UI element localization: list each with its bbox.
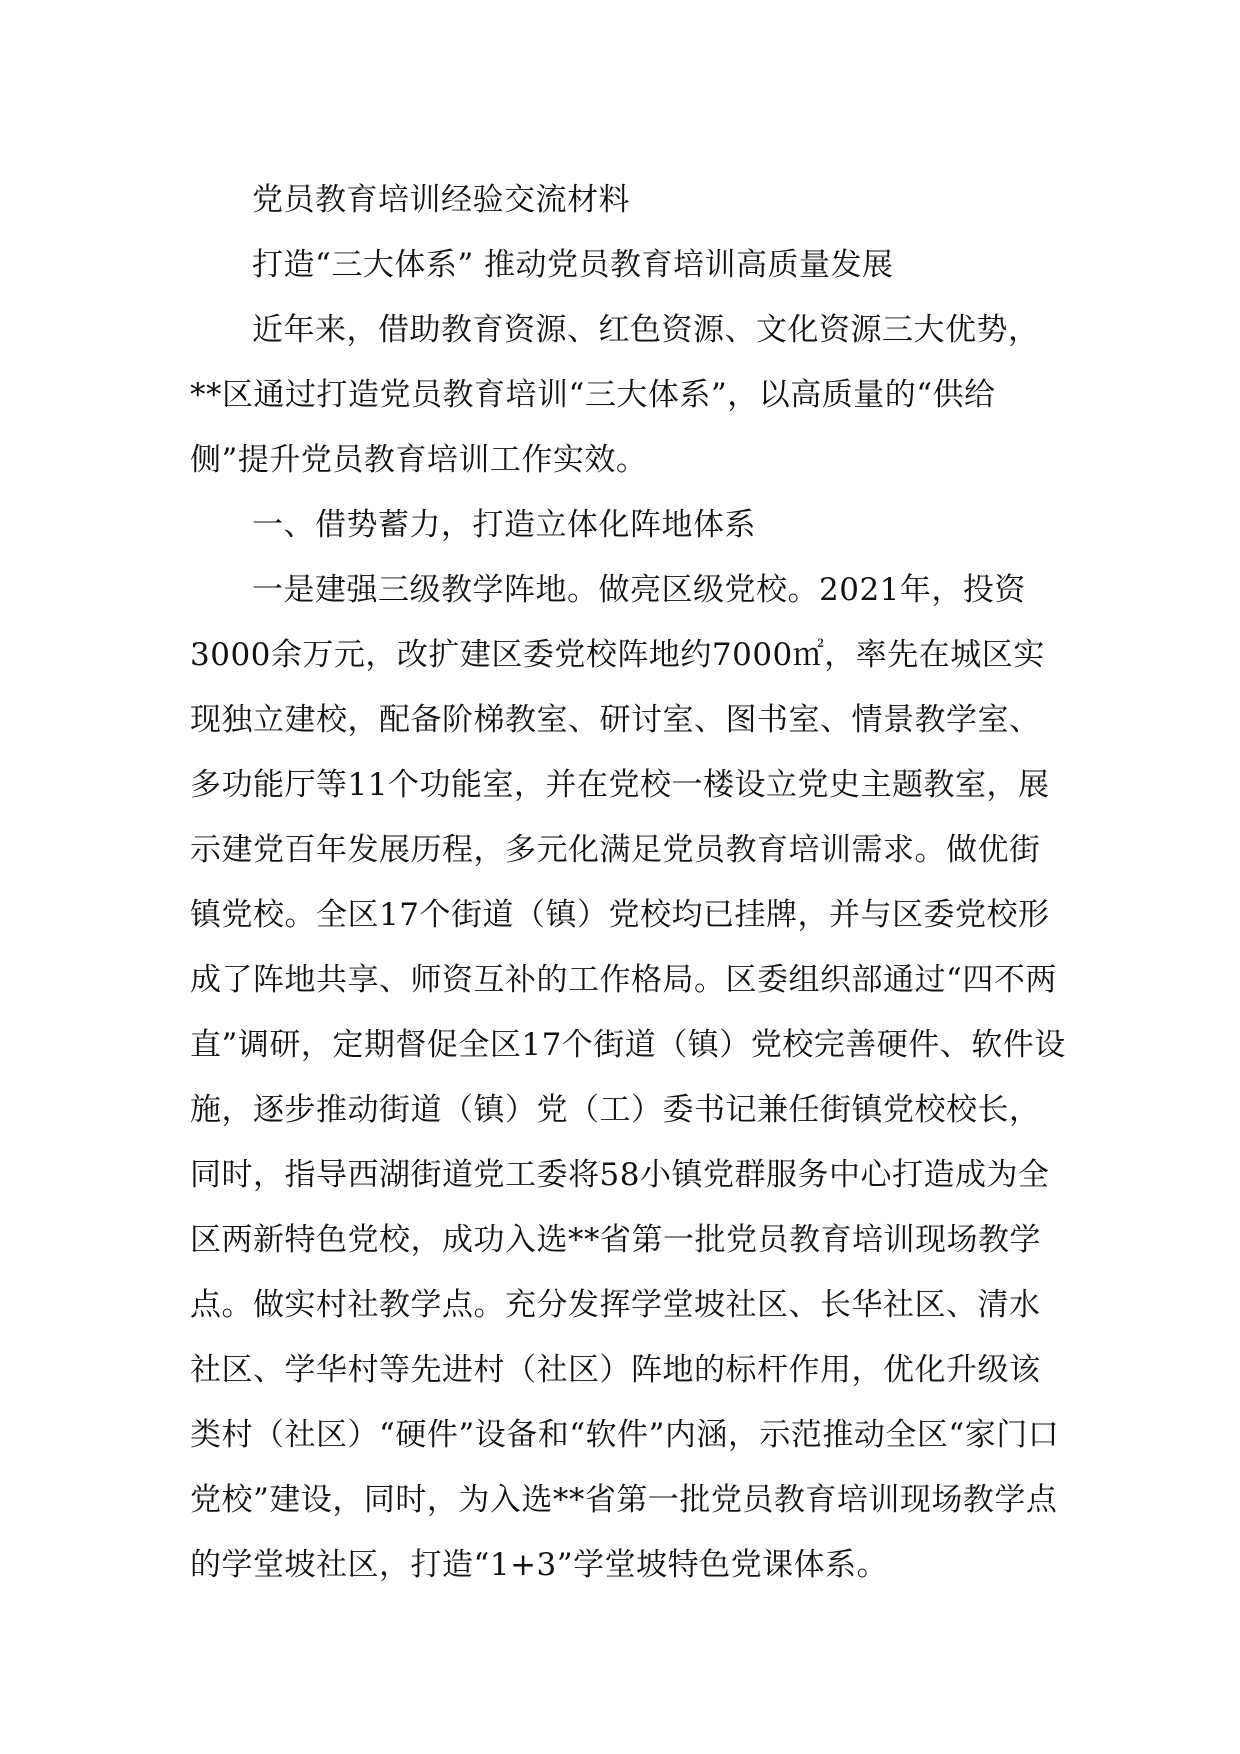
document-title: 党员教育培训经验交流材料 [252, 182, 630, 218]
document-body [190, 168, 1070, 1598]
section-heading: 一、借势蓄力，打造立体化阵地体系 [252, 507, 756, 543]
document-subtitle: 打造“三大体系” 推动党员教育培训高质量发展 [252, 247, 894, 283]
body-paragraph: 一是建强三级教学阵地。做亮区级党校。2021年，投资3000余万元，改扩建区委党校阵地约7000㎡，率先在城区实现独立建校，配备阶梯教室、研讨室、图书室、情景教学室、多功能厅等11个功能室，并在党校一楼设立党史主题教室，展示建党百年发展历程，多元化满足党员教育培训需求。做优街镇党校。全区17个街道（镇）党校均已挂牌，并与区委党校形成了阵地共享、师资互补的工作格局。区委组织部通过“四不两直”调研，定期督促全区17个街道（镇）党校完善硬件、软件设施，逐步推动街道（镇）党（工）委书记兼任街镇党校校长，同时，指导西湖街道党工委将58小镇党群服务中心打造成为全区两新特色党校，成功入选**省第一批党员教育培训现场教学点。做实村社教学点。充分发挥学堂坡社区、长华社区、清水社区、学华村等先进村（社区）阵地的标杆作用，优化升级该类村（社区）“硬件”设备和“软件”内涵，示范推动全区“家门口党校”建设，同时，为入选**省第一批党员教育培训现场教学点的学堂坡社区，打造“1+3”学堂坡特色党课体系。 [190, 572, 1066, 1583]
intro-paragraph: 近年来，借助教育资源、红色资源、文化资源三大优势，**区通过打造党员教育培训“三大体系”，以高质量的“供给侧”提升党员教育培训工作实效。 [190, 312, 1040, 478]
